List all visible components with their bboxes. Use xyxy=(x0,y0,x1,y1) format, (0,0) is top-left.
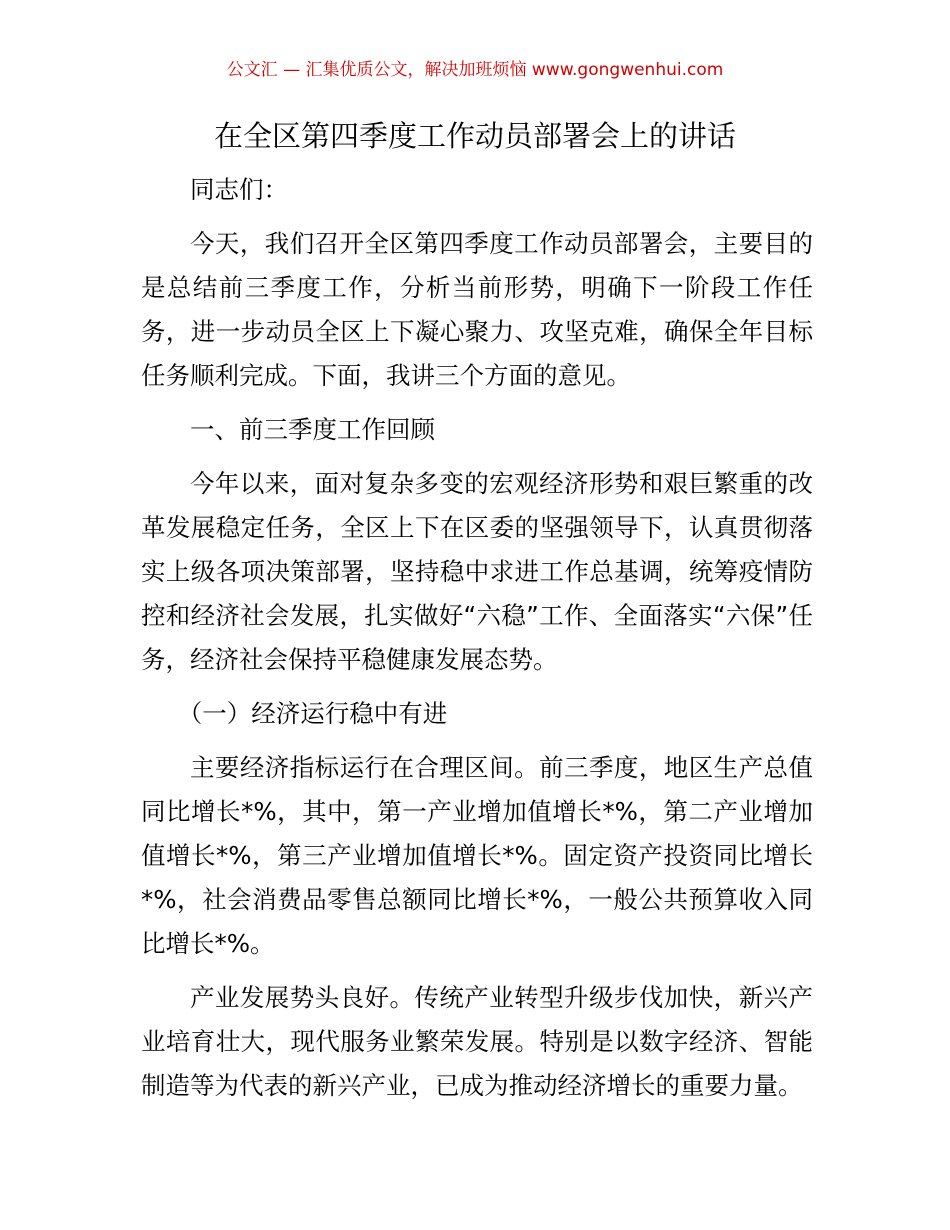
document-body xyxy=(141,168,813,1118)
header-watermark: 公文汇 — 汇集优质公文，解决加班烦恼 www.gongwenhui.com xyxy=(226,60,724,80)
section-heading-review: 一、前三季度工作回顾 xyxy=(190,415,435,444)
document-title: 在全区第四季度工作动员部署会上的讲话 xyxy=(213,119,736,153)
paragraph-overview: 今年以来，面对复杂多变的宏观经济形势和艰巨繁重的改革发展稳定任务，全区上下在区委的坚强领导下，认真贯彻落实上级各项决策部署，坚持稳中求进工作总基调，统筹疫情防控和经济社会发展，扎实做好“六稳”工作、全面落实“六保”任务，经济社会保持平稳健康发展态势。 xyxy=(141,469,813,674)
salutation: 同志们： xyxy=(190,175,288,204)
paragraph-intro: 今天，我们召开全区第四季度工作动员部署会，主要目的是总结前三季度工作，分析当前形势，明确下一阶段工作任务，进一步动员全区上下凝心聚力、攻坚克难，确保全年目标任务顺利完成。下面，我讲三个方面的意见。 xyxy=(141,229,813,390)
paragraph-industry: 产业发展势头良好。传统产业转型升级步伐加快，新兴产业培育壮大，现代服务业繁荣发展。特别是以数字经济、智能制造等为代表的新兴产业，已成为推动经济增长的重要力量。 xyxy=(141,983,813,1100)
paragraph-indicators: 主要经济指标运行在合理区间。前三季度，地区生产总值同比增长*%，其中，第一产业增加值增长*%，第二产业增加值增长*%，第三产业增加值增长*%。固定资产投资同比增长*%，社会消费品零售总额同比增长*%，一般公共预算收入同比增长*%。 xyxy=(141,753,813,958)
subsection-heading-economy: （一）经济运行稳中有进 xyxy=(177,699,448,728)
